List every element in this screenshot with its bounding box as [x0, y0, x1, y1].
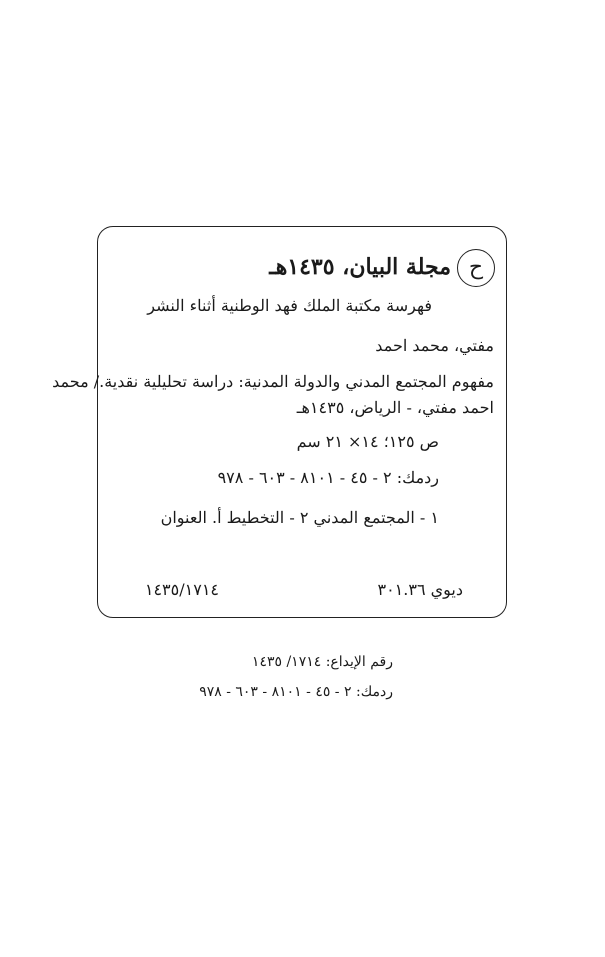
physical-description-line: ص ١٢٥؛ ١٤× ٢١ سم: [296, 432, 439, 451]
imprint-line: احمد مفتي، - الرياض، ١٤٣٥هـ: [296, 398, 494, 417]
author-line: مفتي، محمد احمد: [375, 336, 494, 355]
deposit-number-line: رقم الإيداع: ١٧١٤/ ١٤٣٥: [251, 654, 393, 670]
subjects-line: ١ - المجتمع المدني ٢ - التخطيط أ. العنوان: [160, 508, 439, 527]
title-line: مفهوم المجتمع المدني والدولة المدنية: دراسة تحليلية نقدية./ محمد: [52, 372, 494, 391]
dewey-number: ديوي ٣٠١.٣٦: [377, 580, 463, 599]
publisher-symbol-circle: [457, 249, 495, 287]
cataloging-card: [97, 226, 507, 618]
isbn-line: ردمك: ٢ - ٤٥ - ٨١٠١ - ٦٠٣ - ٩٧٨: [217, 468, 439, 487]
publisher-symbol: ح: [468, 255, 484, 280]
cataloging-header: فهرسة مكتبة الملك فهد الوطنية أثناء النشر: [147, 296, 432, 315]
isbn-footer-line: ردمك: ٢ - ٤٥ - ٨١٠١ - ٦٠٣ - ٩٧٨: [199, 684, 393, 700]
deposit-number-card: ١٤٣٥/١٧١٤: [144, 580, 219, 599]
publisher-title: مجلة البيان، ١٤٣٥هـ: [269, 254, 451, 280]
